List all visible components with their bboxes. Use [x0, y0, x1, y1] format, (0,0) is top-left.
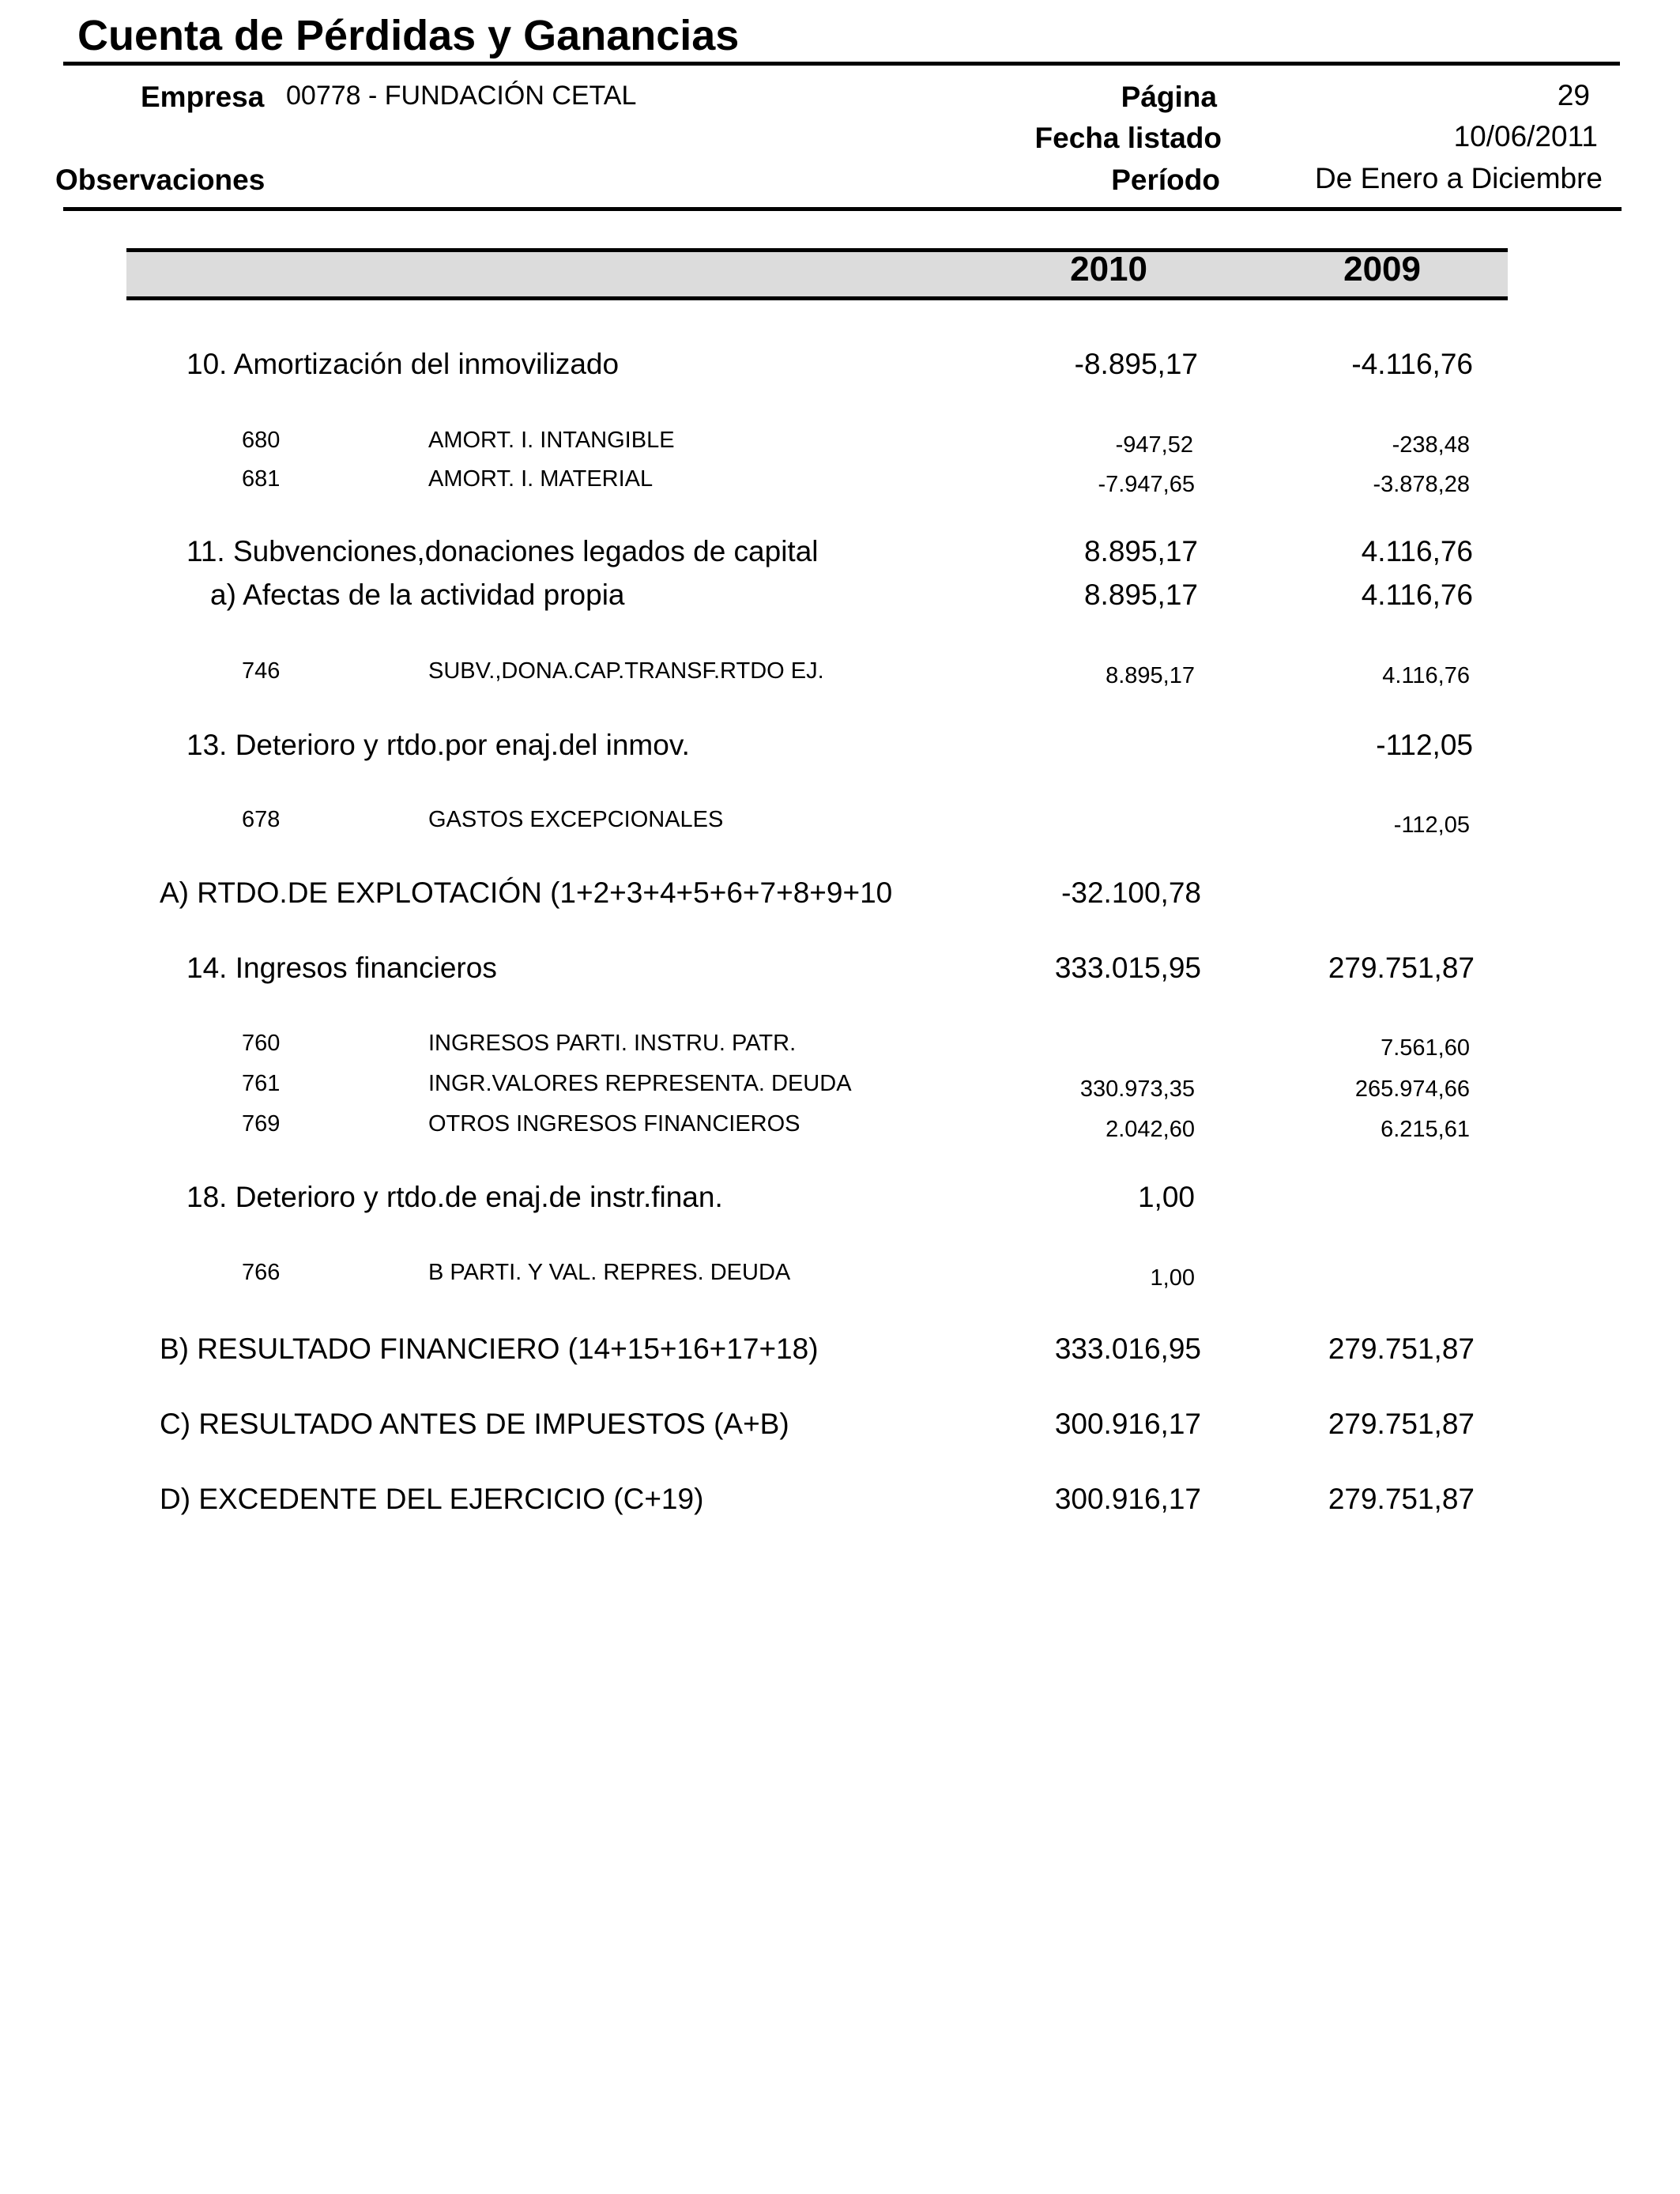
periodo-label: Período	[1111, 164, 1220, 196]
empresa-value: 00778 - FUNDACIÓN CETAL	[286, 81, 637, 111]
row-10-2010: -8.895,17	[1074, 348, 1198, 380]
account-769-desc: OTROS INGRESOS FINANCIEROS	[428, 1111, 800, 1137]
fecha-label: Fecha listado	[1034, 122, 1222, 154]
periodo-value: De Enero a Diciembre	[1315, 162, 1603, 194]
row-11a-2009: 4.116,76	[1361, 579, 1473, 611]
account-681-desc: AMORT. I. MATERIAL	[428, 466, 654, 492]
row-10-2009: -4.116,76	[1351, 348, 1473, 380]
account-766-code: 766	[242, 1260, 281, 1285]
account-760-code: 760	[242, 1031, 281, 1056]
account-761-2010: 330.973,35	[1079, 1076, 1195, 1102]
row-B-2010: 333.016,95	[1054, 1333, 1201, 1365]
year-2010: 2010	[1070, 250, 1147, 288]
row-B-2009: 279.751,87	[1328, 1333, 1475, 1365]
row-11-2010: 8.895,17	[1083, 535, 1198, 567]
account-678-desc: GASTOS EXCEPCIONALES	[428, 807, 724, 832]
row-A-label: A) RTDO.DE EXPLOTACIÓN (1+2+3+4+5+6+7+8+9+10	[160, 876, 893, 909]
row-A-2010: -32.100,78	[1061, 876, 1201, 909]
account-680-desc: AMORT. I. INTANGIBLE	[428, 428, 675, 453]
row-11a-label: a) Afectas de la actividad propia	[210, 579, 625, 611]
year-2009: 2009	[1343, 250, 1421, 288]
pagina-label: Página	[1121, 81, 1217, 113]
row-14-label: 14. Ingresos financieros	[186, 952, 497, 984]
account-746-2010: 8.895,17	[1106, 663, 1195, 688]
account-761-desc: INGR.VALORES REPRESENTA. DEUDA	[428, 1071, 852, 1096]
row-C-2009: 279.751,87	[1328, 1408, 1475, 1440]
account-766-2010: 1,00	[1150, 1265, 1195, 1291]
row-B-label: B) RESULTADO FINANCIERO (14+15+16+17+18)	[160, 1333, 819, 1365]
account-746-code: 746	[242, 658, 281, 684]
account-761-code: 761	[242, 1071, 281, 1096]
title-underline	[63, 62, 1620, 66]
account-760-desc: INGRESOS PARTI. INSTRU. PATR.	[428, 1031, 797, 1056]
row-D-2009: 279.751,87	[1328, 1483, 1475, 1515]
fecha-value: 10/06/2011	[1453, 120, 1598, 153]
row-14-2010: 333.015,95	[1054, 952, 1201, 984]
account-678-2009: -112,05	[1393, 812, 1470, 838]
account-760-2009: 7.561,60	[1381, 1035, 1470, 1061]
row-18-label: 18. Deterioro y rtdo.de enaj.de instr.finan.	[186, 1181, 723, 1213]
account-680-code: 680	[242, 428, 281, 453]
pagina-value: 29	[1557, 79, 1590, 111]
row-10-label: 10. Amortización del inmovilizado	[186, 348, 620, 380]
row-D-label: D) EXCEDENTE DEL EJERCICIO (C+19)	[160, 1483, 704, 1515]
row-11a-2010: 8.895,17	[1083, 579, 1198, 611]
row-14-2009: 279.751,87	[1328, 952, 1475, 984]
account-681-code: 681	[242, 466, 281, 492]
account-761-2009: 265.974,66	[1354, 1076, 1470, 1102]
row-C-2010: 300.916,17	[1054, 1408, 1201, 1440]
account-769-2010: 2.042,60	[1106, 1117, 1195, 1142]
account-746-desc: SUBV.,DONA.CAP.TRANSF.RTDO EJ.	[428, 658, 824, 684]
account-680-2009: -238,48	[1392, 432, 1470, 458]
row-11-2009: 4.116,76	[1361, 535, 1473, 567]
observaciones-label: Observaciones	[55, 164, 266, 196]
account-678-code: 678	[242, 807, 281, 832]
header-underline	[63, 207, 1622, 211]
row-C-label: C) RESULTADO ANTES DE IMPUESTOS (A+B)	[160, 1408, 789, 1440]
row-13-label: 13. Deterioro y rtdo.por enaj.del inmov.	[186, 729, 690, 761]
empresa-label: Empresa	[141, 81, 265, 113]
row-D-2010: 300.916,17	[1054, 1483, 1201, 1515]
account-681-2009: -3.878,28	[1373, 472, 1470, 497]
account-766-desc: B PARTI. Y VAL. REPRES. DEUDA	[428, 1260, 791, 1285]
page-title: Cuenta de Pérdidas y Ganancias	[77, 12, 740, 59]
account-681-2010: -7.947,65	[1098, 472, 1195, 497]
row-13-2009: -112,05	[1376, 729, 1473, 761]
account-746-2009: 4.116,76	[1382, 663, 1470, 688]
row-18-2010: 1,00	[1137, 1181, 1195, 1213]
row-11-label: 11. Subvenciones,donaciones legados de capital	[186, 535, 819, 567]
account-680-2010: -947,52	[1115, 432, 1193, 458]
account-769-2009: 6.215,61	[1381, 1117, 1470, 1142]
account-769-code: 769	[242, 1111, 281, 1137]
